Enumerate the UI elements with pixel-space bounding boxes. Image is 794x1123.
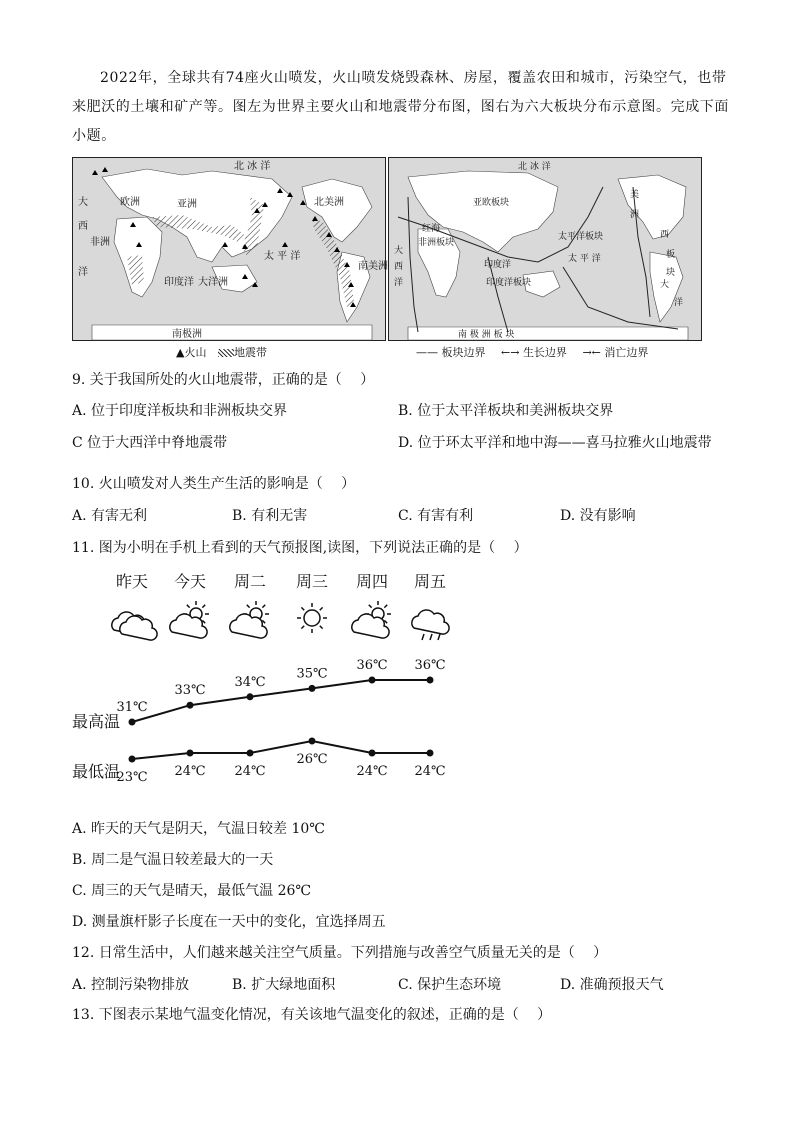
map-label: 太 平 洋 <box>264 251 301 262</box>
legend-quake: 地震带 <box>233 346 267 359</box>
map-label: 南极洲 <box>172 329 202 340</box>
sunny-icon <box>297 603 327 633</box>
q11-option-a[interactable]: A. 昨天的天气是阴天，气温日较差 10℃ <box>72 821 325 837</box>
low-temp-label: 24℃ <box>174 764 206 779</box>
low-temp-label: 23℃ <box>116 770 148 785</box>
intro-paragraph: 2022年，全球共有74座火山喷发，火山喷发烧毁森林、房屋，覆盖农田和城市，污染空气，也带来肥沃的土壤和矿产等。图左为世界主要火山和地震带分布图，图右为六大板块分布示意图。完成下面小题。 <box>72 70 729 144</box>
question-11: 11. 图为小明在手机上看到的天气预报图,读图，下列说法正确的是（ ） <box>72 540 528 556</box>
world-volcano-map <box>73 158 389 341</box>
high-temp-point <box>427 677 434 684</box>
map-label: 印度洋板块 <box>486 278 532 288</box>
high-temp-point <box>369 677 376 684</box>
q12-option-a[interactable]: A. 控制污染物排放 <box>72 977 190 993</box>
map-label: 北 冰 洋 <box>518 162 551 172</box>
day-label: 今天 <box>173 572 207 591</box>
day-label: 周三 <box>295 572 329 591</box>
map-label: 洲 <box>630 210 640 220</box>
map-label: 西 <box>660 230 670 240</box>
legend-dying: 消亡边界 <box>604 346 649 359</box>
low-temp-line <box>132 741 430 759</box>
map-label: 非洲板块 <box>418 238 455 248</box>
map-label: 南美洲 <box>358 261 388 272</box>
high-temp-point <box>129 719 136 726</box>
q12-option-c[interactable]: C. 保护生态环境 <box>398 977 502 993</box>
q10-option-a[interactable]: A. 有害无利 <box>72 508 148 524</box>
map-label: 太 平 洋 <box>568 254 601 264</box>
question-13: 13. 下图表示某地气温变化情况，有关该地气温变化的叙述，正确的是（ ） <box>72 1007 552 1023</box>
map-label: 洋 <box>78 267 88 278</box>
partly-cloudy-icon <box>170 601 209 638</box>
question-10: 10. 火山喷发对人类生产生活的影响是（ ） <box>72 476 356 492</box>
high-temp-label: 31℃ <box>116 700 148 715</box>
map-label: 太平洋板块 <box>558 232 604 242</box>
map-label: 亚欧板块 <box>473 198 510 208</box>
low-temp-label: 24℃ <box>356 764 388 779</box>
low-temp-row-label: 最低温 <box>72 762 121 781</box>
map-figures <box>72 157 702 345</box>
q10-option-c[interactable]: C. 有害有利 <box>398 508 474 524</box>
q10-option-b[interactable]: B. 有利无害 <box>232 508 308 524</box>
map-label: 印度洋 <box>164 277 194 288</box>
low-temp-point <box>129 756 136 763</box>
high-temp-point <box>247 693 254 700</box>
high-temp-label: 36℃ <box>356 658 388 673</box>
map-label: 印度洋 <box>484 260 512 270</box>
low-temp-point <box>247 750 254 757</box>
low-temp-point <box>369 750 376 757</box>
map-label: 红海 <box>422 224 441 234</box>
low-temp-point <box>187 750 194 757</box>
low-temp-label: 24℃ <box>414 764 446 779</box>
day-label: 周五 <box>413 572 447 591</box>
q9-option-d[interactable]: D. 位于环太平洋和地中海——喜马拉雅火山地震带 <box>398 435 712 451</box>
q12-option-b[interactable]: B. 扩大绿地面积 <box>232 977 336 993</box>
map-label: 美 <box>630 190 640 200</box>
map-label: 欧洲 <box>120 197 140 208</box>
volcano-icon: ▲ <box>176 346 185 359</box>
high-temp-label: 33℃ <box>174 683 206 699</box>
question-9: 9. 关于我国所处的火山地震带，正确的是（ ） <box>72 372 375 388</box>
low-temp-point <box>427 750 434 757</box>
question-12: 12. 日常生活中，人们越来越关注空气质量。下列措施与改善空气质量无关的是（ ） <box>72 945 608 961</box>
weather-forecast-figure <box>72 565 492 815</box>
partly-cloudy-icon <box>230 601 269 638</box>
low-temp-label: 24℃ <box>234 764 266 779</box>
high-temp-label: 34℃ <box>234 674 266 690</box>
quake-band-icon <box>218 349 234 357</box>
day-label: 周二 <box>233 572 267 591</box>
map-label: 大洋洲 <box>198 277 228 288</box>
low-temp-point <box>309 738 316 745</box>
low-temp-label: 26℃ <box>296 752 328 767</box>
map-label: 大 <box>78 197 88 208</box>
legend-boundary: 板块边界 <box>441 346 486 359</box>
map-label: 西 <box>394 262 404 272</box>
map-label: 北美洲 <box>314 197 344 208</box>
q9-option-b[interactable]: B. 位于太平洋板块和美洲板块交界 <box>398 403 614 419</box>
plate-map <box>389 158 702 341</box>
q11-option-d[interactable]: D. 测量旗杆影子长度在一天中的变化，宜选择周五 <box>72 914 386 930</box>
q9-option-a[interactable]: A. 位于印度洋板块和非洲板块交界 <box>72 403 288 419</box>
boundary-line-icon: —— <box>416 346 438 359</box>
day-label: 周四 <box>355 572 389 591</box>
map-label: 大 <box>660 280 670 290</box>
map-label: 大 <box>394 246 404 256</box>
map-label: 西 <box>78 221 88 232</box>
partly-cloudy-icon <box>352 601 391 638</box>
q10-option-d[interactable]: D. 没有影响 <box>560 508 636 524</box>
rain-icon <box>412 610 449 640</box>
legend-volcano: 火山 <box>184 346 207 359</box>
map-label: 板 <box>666 250 676 260</box>
q12-option-d[interactable]: D. 准确预报天气 <box>560 977 664 993</box>
dying-boundary-icon: →← <box>582 346 601 359</box>
map-label: 亚洲 <box>177 199 197 210</box>
legend-growing: 生长边界 <box>522 346 567 359</box>
day-label: 昨天 <box>115 572 149 591</box>
map-label: 块 <box>666 268 676 278</box>
map-label: 洋 <box>674 298 684 308</box>
q9-option-c[interactable]: C 位于大西洋中脊地震带 <box>72 435 228 451</box>
growing-boundary-icon: ←→ <box>501 346 520 359</box>
high-temp-row-label: 最高温 <box>72 712 121 731</box>
map-right-legend <box>416 344 648 360</box>
q11-option-b[interactable]: B. 周二是气温日较差最大的一天 <box>72 852 274 868</box>
map-label: 非洲 <box>90 237 110 248</box>
cloudy-icon <box>112 612 157 640</box>
map-label: 北 冰 洋 <box>234 161 271 172</box>
high-temp-label: 36℃ <box>414 658 446 673</box>
high-temp-point <box>187 702 194 709</box>
map-label: 洋 <box>394 278 404 288</box>
map-left-legend <box>176 344 267 360</box>
q11-option-c[interactable]: C. 周三的天气是晴天，最低气温 26℃ <box>72 883 312 899</box>
high-temp-point <box>309 685 316 692</box>
high-temp-label: 35℃ <box>296 666 328 682</box>
map-label: 南 极 洲 板 块 <box>458 330 515 340</box>
